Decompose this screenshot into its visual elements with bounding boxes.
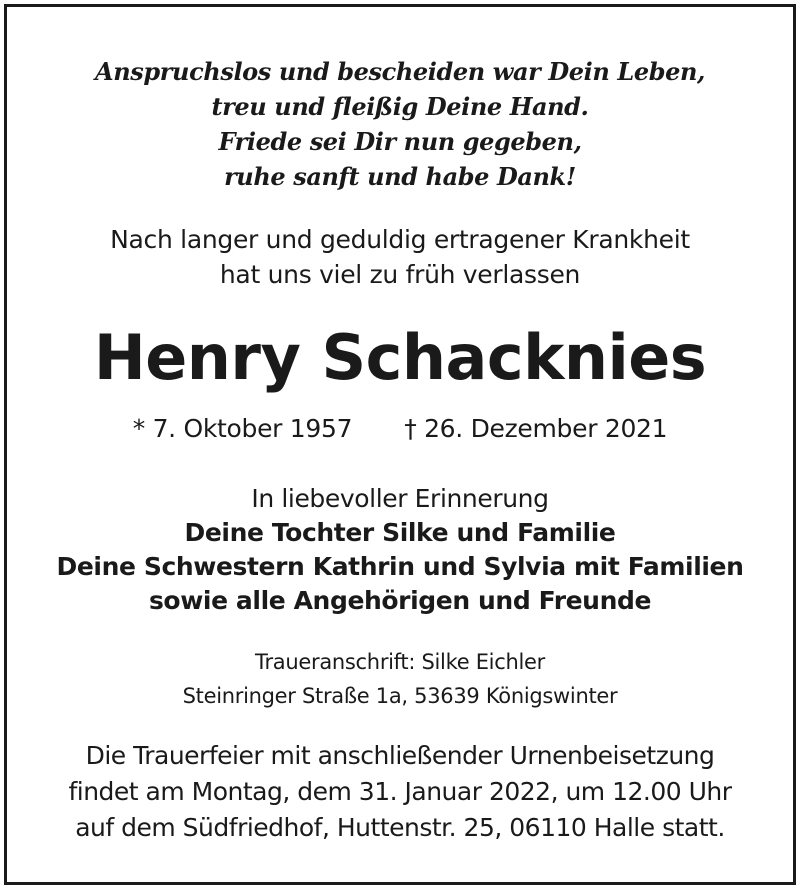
funeral-service-info [0, 738, 800, 846]
memorial-poem [0, 54, 800, 194]
poem-line: Friede sei Dir nun gegeben, [218, 127, 582, 156]
mourning-address [0, 645, 800, 713]
mourner-line: Deine Schwestern Kathrin und Sylvia mit Familien [56, 552, 744, 581]
intro-line: Nach langer und geduldig ertragener Krankheit [110, 225, 690, 254]
service-line: findet am Montag, dem 31. Januar 2022, um 12.00 Uhr [68, 777, 732, 806]
mourner-line: sowie alle Angehörigen und Freunde [148, 586, 652, 615]
poem-line: Anspruchslos und bescheiden war Dein Leben, [95, 57, 705, 86]
deceased-name: Henry Schacknies [93, 321, 707, 394]
mourners-heading: In liebevoller Erinnerung [251, 484, 549, 513]
mourner-line: Deine Tochter Silke und Familie [184, 518, 616, 547]
service-line: auf dem Südfriedhof, Huttenstr. 25, 06110 Halle statt. [75, 813, 725, 842]
mourners [0, 482, 800, 618]
poem-line: ruhe sanft und habe Dank! [224, 162, 576, 191]
intro-text [0, 222, 800, 292]
intro-line: hat uns viel zu früh verlassen [219, 260, 581, 289]
birth-date: * 7. Oktober 1957 [132, 414, 353, 443]
address-line: Steinringer Straße 1a, 53639 Königswinter [182, 684, 618, 708]
address-line: Traueranschrift: Silke Eichler [255, 650, 545, 674]
service-line: Die Trauerfeier mit anschließender Urnenbeisetzung [85, 741, 715, 770]
life-dates [0, 412, 800, 446]
death-date: † 26. Dezember 2021 [404, 414, 668, 443]
poem-line: treu und fleißig Deine Hand. [211, 92, 589, 121]
